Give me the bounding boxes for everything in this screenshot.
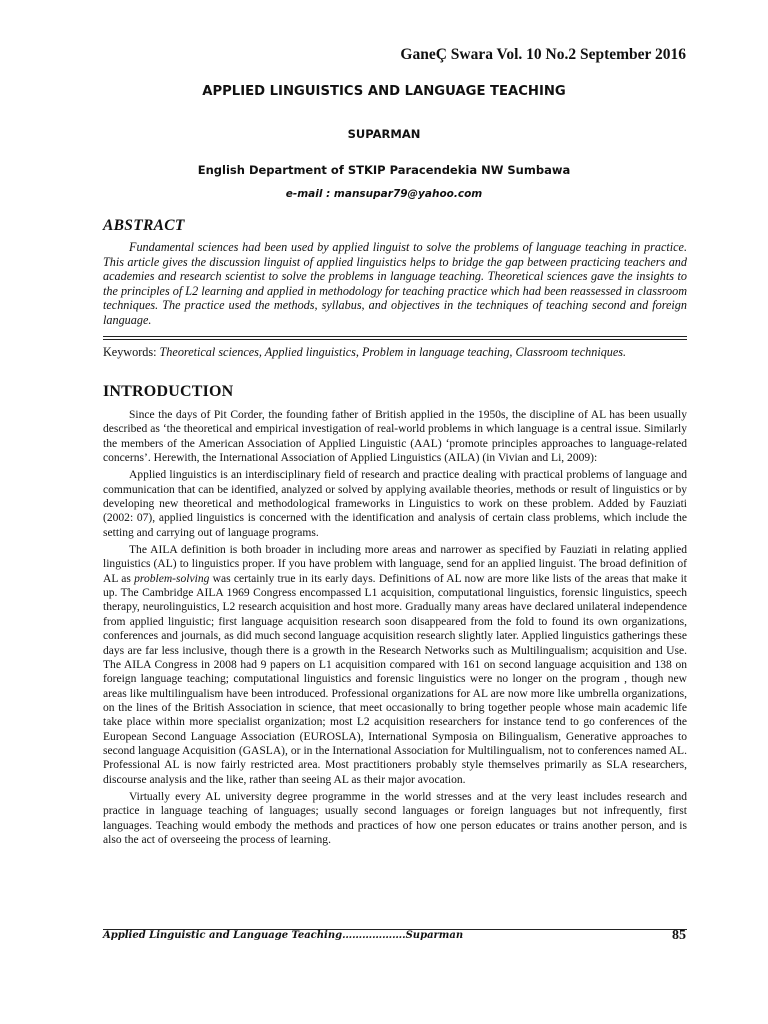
article-title: APPLIED LINGUISTICS AND LANGUAGE TEACHING (202, 84, 566, 99)
keywords-label: Keywords: (103, 345, 160, 359)
emphasis-term: problem-solving (134, 572, 210, 585)
paragraph: Applied linguistics is an interdisciplinary field of research and practice dealing with practical problems of language and communication that can be identified, analyzed or solved by applying available theories, methods or result of linguistics or by developing new theoretical and methodological frameworks in Linguistics to work on these problem. Added by Fauziati (2002: 07), applied linguistics is concerned with the identification and analysis of certain class problems, which include the setting and carrying out of language programs. (103, 469, 687, 539)
introduction-heading: INTRODUCTION (103, 383, 234, 400)
paragraph-text: was certainly true in its early days. Definitions of AL now are more like lists of the areas that make it up. The Cambridge AILA 1969 Congress encompassed L1 acquisition, computational linguistics, forensic linguistics, speech therapy, neurolinguistics, L2 research acquisition and host more. Gradually many areas have declared unilateral independence from applied linguistic; first language acquisition research soon disappeared from the fold to found its own organizations, conferences and journals, as did much second language acquisition research slightly later. Applied linguistics gatherings these days are far less inclusive, though there is a growth in the Research Networks such as Multilingualism; acquisition and Use. The AILA Congress in 2008 had 9 papers on L1 acquisition compared with 161 on second language acquisition and 138 on foreign language teaching; computational linguistics and forensic linguistics were no longer on the program , though new areas like multilingualism have been introduced. Professional organizations for AL are now more like umbrella organizations, on the lines of the British Association in science, that meet occasionally to bring together people whose main academic life take place within more specialist organization; most L2 acquisition researchers for instance tend to go conferences of the European Second Language Association (EUROSLA), International Symposia on Bilingualism, Generative approaches to second language Acquisition (GASLA), or in the International Association for Multilingualism, not to conferences named AL. Professional AL is now fairly restricted area. Most practitioners probably style themselves primarily as SLA researchers, discourse analysis and the like, rather than seeing AL as their major avocation. (103, 572, 688, 786)
paragraph: Since the days of Pit Corder, the founding father of British applied in the 1950s, the discipline of AL has been usually described as ‘the theoretical and empirical investigation of real-world problems in which language is a central issue. Similarly the members of the American Association of Applied Linguistic (AAL) ‘promote principles approaches to language-related concerns’. Herewith, the International Association of Applied Linguistics (AILA) (in Vivian and Li, 2009): (103, 409, 687, 465)
paragraph: Virtually every AL university degree programme in the world stresses and at the very least includes research and practice in language teaching of languages; usually second languages or foreign languages but not infrequently, first languages. Teaching would embody the methods and practices of how one person educates or trains another person, and is also the act of overseeing the process of learning. (103, 790, 687, 846)
paragraph (103, 543, 687, 787)
abstract-heading: ABSTRACT (103, 217, 185, 234)
keywords-text: Theoretical sciences, Applied linguistics, Problem in language teaching, Classroom techniques. (159, 345, 627, 359)
author-affiliation: English Department of STKIP Paracendekia NW Sumbawa (197, 163, 571, 177)
author-email: e-mail : mansupar79@yahoo.com (285, 188, 483, 200)
divider-rule (103, 339, 687, 340)
introduction-body (103, 408, 687, 850)
keywords-line (103, 345, 703, 360)
abstract-text: Fundamental sciences had been used by applied linguist to solve the problems of language teaching in practice. This article gives the discussion linguist of applied linguistics helps to bridge the gap between practicing teachers and academies and research scientist to solve the problems in language teaching. Theoretical sciences gave the insights to the principles of L2 learning and applied in methodology for teaching practice which had been reassessed in classroom techniques. The practice used the methods, syllabus, and objectives in the techniques of teaching second and foreign language. (103, 240, 687, 327)
paragraph-text: The AILA definition is both broader in including more areas and narrower as specified by Fauziati in relating applied linguistics (AL) to linguistics proper. If you have problem with language, send for an applied linguist. The broad definition of AL as (103, 544, 687, 585)
running-footer: Applied Linguistic and Language Teaching……………….Suparman (103, 930, 464, 941)
author-name: SUPARMAN (347, 127, 421, 141)
divider-rule (103, 336, 687, 337)
page-number: 85 (672, 928, 686, 943)
journal-header: GaneÇ Swara Vol. 10 No.2 September 2016 (400, 46, 686, 63)
